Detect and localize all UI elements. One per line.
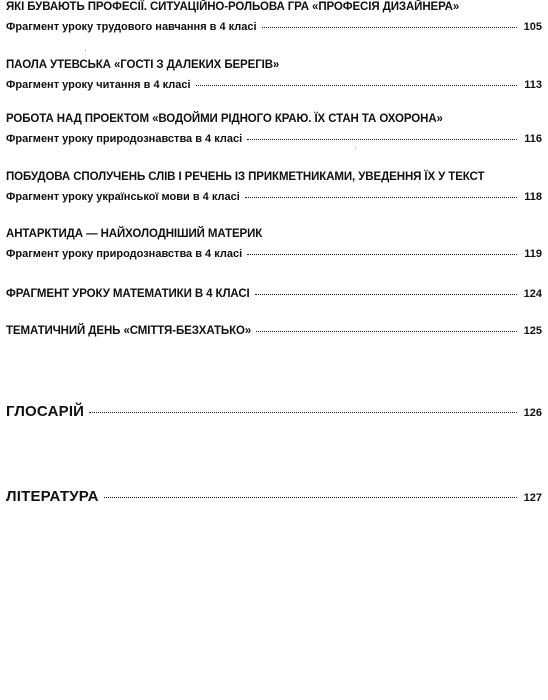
dot-leader — [256, 330, 517, 332]
toc-entry-line — [6, 190, 542, 204]
toc-page-number: 113 — [524, 79, 542, 91]
dot-leader — [262, 26, 517, 28]
dot-leader — [245, 196, 517, 198]
toc-entry-title: ПОБУДОВА СПОЛУЧЕНЬ СЛІВ І РЕЧЕНЬ ІЗ ПРИКМЕТНИКАМИ, УВЕДЕННЯ ЇХ У ТЕКСТ — [6, 171, 485, 183]
toc-entry-line — [6, 132, 542, 146]
toc-entry-line — [6, 20, 542, 34]
toc-entry-antarctica[interactable] — [6, 227, 542, 261]
toc-page-number: 118 — [524, 191, 542, 203]
toc-entry-professions[interactable] — [6, 0, 542, 34]
toc-page-number: 124 — [523, 288, 542, 300]
toc-entry-subtitle: Фрагмент уроку природознавства в 4 класі — [6, 248, 243, 260]
toc-page-number: 125 — [523, 325, 542, 337]
toc-entry-math-fragment[interactable] — [6, 287, 542, 301]
toc-section-literature[interactable] — [6, 490, 542, 505]
toc-entry-line — [6, 324, 542, 338]
toc-entry-title: РОБОТА НАД ПРОЕКТОМ «ВОДОЙМИ РІДНОГО КРАЮ. ЇХ СТАН ТА ОХОРОНА» — [6, 113, 443, 125]
toc-entry-paola-utevska[interactable] — [6, 58, 542, 92]
toc-section-title: ГЛОСАРІЙ — [6, 403, 85, 420]
toc-entry-subtitle: Фрагмент уроку трудового навчання в 4 класі — [6, 21, 257, 33]
toc-entry-thematic-day[interactable] — [6, 324, 542, 338]
dot-leader — [247, 253, 517, 255]
dot-leader — [247, 138, 517, 140]
toc-entry-title: АНТАРКТИДА — НАЙХОЛОДНІШИЙ МАТЕРИК — [6, 228, 263, 240]
scan-speck — [355, 148, 356, 149]
toc-entry-title: ЯКІ БУВАЮТЬ ПРОФЕСІЇ. СИТУАЦІЙНО-РОЛЬОВА ГРА «ПРОФЕСІЯ ДИЗАЙНЕРА» — [6, 1, 460, 13]
toc-entry-adjectives[interactable] — [6, 170, 542, 204]
dot-leader — [89, 411, 517, 413]
toc-entry-subtitle: Фрагмент уроку читання в 4 класі — [6, 79, 191, 91]
toc-entry-subtitle: Фрагмент уроку природознавства в 4 класі — [6, 133, 243, 145]
toc-page-number: 126 — [523, 407, 542, 419]
toc-section-line — [6, 405, 542, 420]
dot-leader — [196, 84, 517, 86]
toc-entry-line — [6, 247, 542, 261]
toc-section-title: ЛІТЕРАТУРА — [6, 488, 99, 505]
toc-section-glossary[interactable] — [6, 405, 542, 420]
toc-page-number: 127 — [523, 492, 542, 504]
toc-page-number: 119 — [524, 248, 542, 260]
toc-entry-title: ТЕМАТИЧНИЙ ДЕНЬ «СМІТТЯ-БЕЗХАТЬКО» — [6, 325, 252, 337]
toc-entry-line — [6, 287, 542, 301]
toc-entry-subtitle: Фрагмент уроку української мови в 4 класі — [6, 191, 240, 203]
dot-leader — [104, 496, 517, 498]
toc-entry-title: ПАОЛА УТЕВСЬКА «ГОСТІ З ДАЛЕКИХ БЕРЕГІВ» — [6, 59, 280, 71]
toc-entry-line — [6, 78, 542, 92]
dot-leader — [255, 293, 517, 295]
toc-entry-water-project[interactable] — [6, 112, 542, 146]
toc-entry-title: ФРАГМЕНТ УРОКУ МАТЕМАТИКИ В 4 КЛАСІ — [6, 288, 250, 300]
toc-section-line — [6, 490, 542, 505]
scan-speck — [85, 50, 86, 51]
toc-page-number: 116 — [524, 133, 542, 145]
toc-page-number: 105 — [523, 21, 542, 33]
